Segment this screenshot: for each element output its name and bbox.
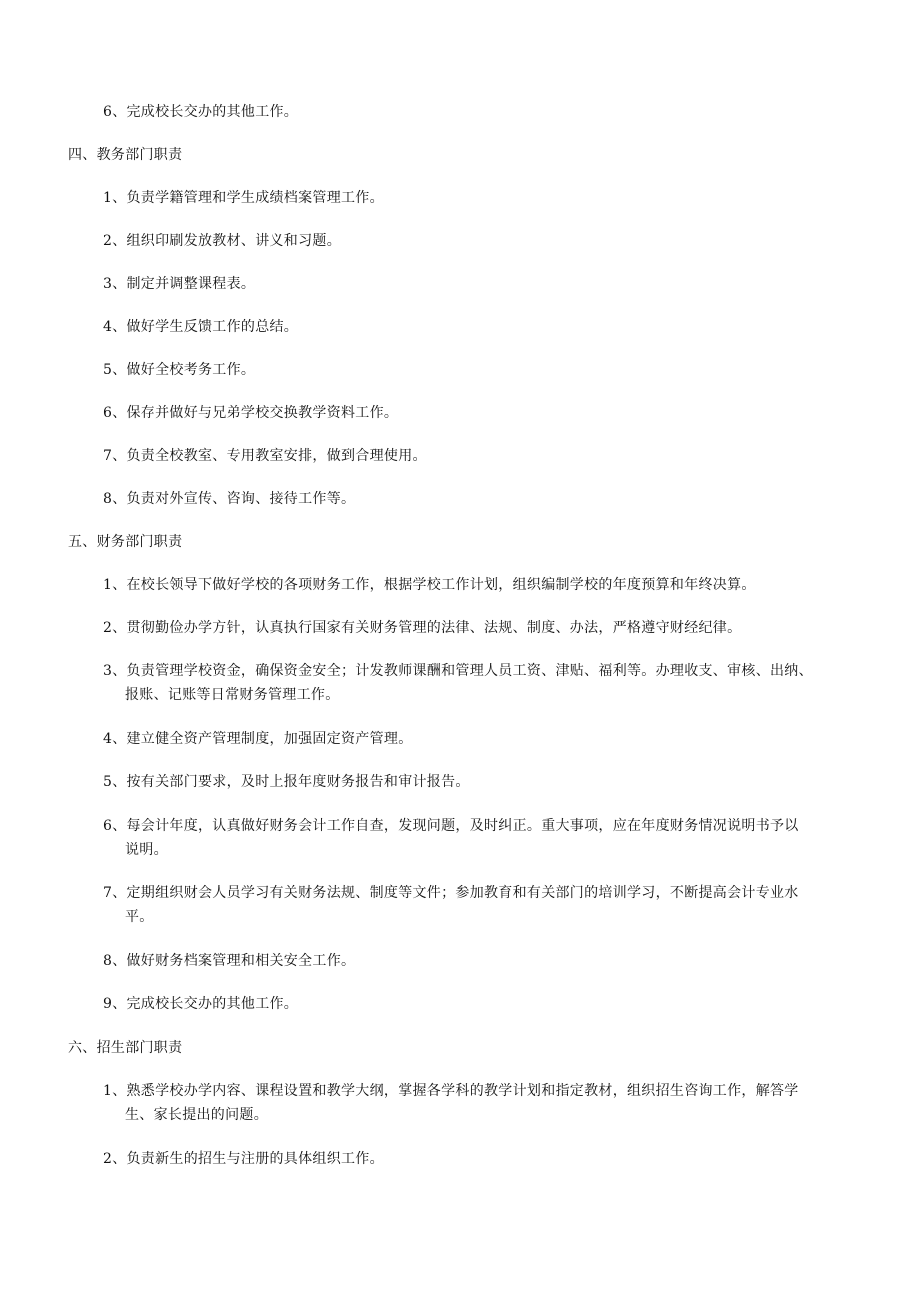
list-item: 1、在校长领导下做好学校的各项财务工作，根据学校工作计划，组织编制学校的年度预算和年终决算。 <box>103 577 756 593</box>
list-item: 6、完成校长交办的其他工作。 <box>103 104 299 120</box>
list-item: 7、负责全校教室、专用教室安排，做到合理使用。 <box>103 448 427 464</box>
list-item: 8、做好财务档案管理和相关安全工作。 <box>103 953 356 969</box>
list-item: 3、负责管理学校资金，确保资金安全；计发教师课酬和管理人员工资、津贴、福利等。办理收支、审核、出纳、 <box>103 663 813 679</box>
section-heading: 五、财务部门职责 <box>68 534 183 550</box>
list-item: 2、组织印刷发放教材、讲义和习题。 <box>103 233 342 249</box>
list-item: 6、每会计年度，认真做好财务会计工作自查，发现问题，及时纠正。重大事项，应在年度财务情况说明书予以 <box>103 818 799 834</box>
list-item: 6、保存并做好与兄弟学校交换教学资料工作。 <box>103 405 399 421</box>
list-item: 9、完成校长交办的其他工作。 <box>103 996 299 1012</box>
section-heading: 六、招生部门职责 <box>68 1040 183 1056</box>
list-item-continuation: 报账、记账等日常财务管理工作。 <box>125 687 340 703</box>
list-item: 1、熟悉学校办学内容、课程设置和教学大纲，掌握各学科的教学计划和指定教材，组织招生咨询工作，解答学 <box>103 1083 799 1099</box>
list-item: 5、按有关部门要求，及时上报年度财务报告和审计报告。 <box>103 774 470 790</box>
list-item: 7、定期组织财会人员学习有关财务法规、制度等文件；参加教育和有关部门的培训学习，不断提高会计专业水 <box>103 885 799 901</box>
list-item: 3、制定并调整课程表。 <box>103 276 256 292</box>
list-item-continuation: 生、家长提出的问题。 <box>125 1107 268 1123</box>
list-item: 5、做好全校考务工作。 <box>103 362 256 378</box>
list-item: 8、负责对外宣传、咨询、接待工作等。 <box>103 491 356 507</box>
list-item: 4、建立健全资产管理制度，加强固定资产管理。 <box>103 731 413 747</box>
section-heading: 四、教务部门职责 <box>68 147 183 163</box>
list-item: 1、负责学籍管理和学生成绩档案管理工作。 <box>103 190 384 206</box>
list-item: 4、做好学生反馈工作的总结。 <box>103 319 299 335</box>
list-item-continuation: 说明。 <box>125 842 168 858</box>
list-item-continuation: 平。 <box>125 909 154 925</box>
list-item: 2、贯彻勤俭办学方针，认真执行国家有关财务管理的法律、法规、制度、办法，严格遵守财经纪律。 <box>103 620 742 636</box>
list-item: 2、负责新生的招生与注册的具体组织工作。 <box>103 1151 384 1167</box>
